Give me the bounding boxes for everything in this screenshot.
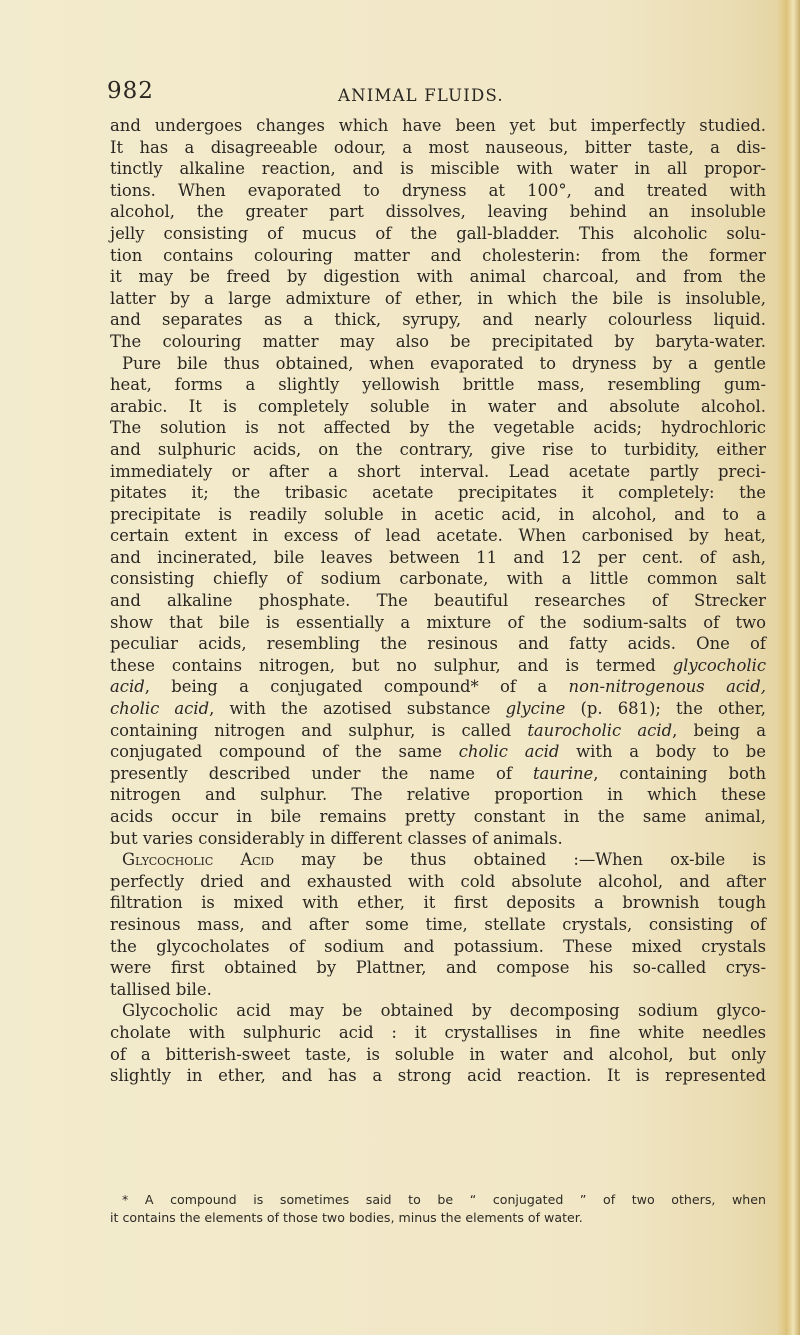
text-line	[110, 676, 766, 698]
text-line: and sulphuric acids, on the contrary, give rise to turbidity, either	[110, 439, 766, 459]
text-line: Glycocholic acid may be obtained by decomposing sodium glyco-	[122, 1001, 766, 1021]
text-line: nitrogen and sulphur. The relative proportion in which these	[110, 785, 766, 805]
page-number: 982	[107, 78, 154, 104]
text-line: tions. When evaporated to dryness at 100°, and treated with	[110, 180, 766, 200]
text-line: cholate with sulphuric acid : it crystallises in fine white needles	[110, 1022, 766, 1042]
text-line: immediately or after a short interval. Lead acetate partly preci-	[110, 461, 766, 481]
text-line: certain extent in excess of lead acetate. When carbonised by heat,	[110, 526, 766, 546]
text-line: peculiar acids, resembling the resinous and fatty acids. One of	[110, 634, 766, 654]
text-line: and incinerated, bile leaves between 11 and 12 per cent. of ash,	[110, 547, 766, 567]
text-line: and alkaline phosphate. The beautiful researches of Strecker	[110, 591, 766, 611]
footnote-line: it contains the elements of those two bodies, minus the elements of water.	[110, 1210, 583, 1225]
text-line: it may be freed by digestion with animal charcoal, and from the	[110, 267, 766, 287]
text-line: jelly consisting of mucus of the gall-bladder. This alcoholic solu-	[110, 223, 766, 243]
term-taurocholic-acid: taurocholic acid	[527, 720, 673, 740]
text-run: presently described under the name of	[110, 763, 512, 783]
text-line: filtration is mixed with ether, it first deposits a brownish tough	[110, 893, 766, 913]
text-line: latter by a large admixture of ether, in which the bile is insoluble,	[110, 288, 766, 308]
text-line	[110, 763, 766, 785]
text-line	[110, 741, 766, 763]
text-line: The solution is not affected by the vegetable acids; hydrochloric	[110, 418, 766, 438]
text-line: resinous mass, and after some time, stellate crystals, consisting of	[110, 914, 766, 934]
text-line	[110, 849, 766, 871]
text-line: consisting chiefly of sodium carbonate, with a little common salt	[110, 569, 766, 589]
text-line: tallised bile.	[110, 979, 212, 999]
text-line: show that bile is essentially a mixture of the sodium-salts of two	[110, 612, 766, 632]
text-line: Pure bile thus obtained, when evaporated to dryness by a gentle	[122, 353, 766, 373]
text-line: arabic. It is completely soluble in water and absolute alcohol.	[110, 396, 766, 416]
text-line	[110, 698, 766, 720]
running-head: ANIMAL FLUIDS.	[338, 86, 504, 105]
term-taurine: taurine	[532, 763, 594, 783]
text-line: precipitate is readily soluble in acetic acid, in alcohol, and to a	[110, 504, 766, 524]
section-heading: Glycocholic Acid	[122, 850, 274, 870]
text-line: perfectly dried and exhausted with cold absolute alcohol, and after	[110, 871, 766, 891]
page-edge	[778, 0, 800, 1335]
text-line: the glycocholates of sodium and potassium. These mixed crystals	[110, 936, 766, 956]
term-non-nitrogenous-acid: non-nitrogenous acid,	[568, 677, 766, 697]
text-line: pitates it; the tribasic acetate precipitates it completely: the	[110, 483, 766, 503]
text-run: containing nitrogen and sulphur, is called	[110, 720, 512, 740]
text-line: It has a disagreeable odour, a most nauseous, bitter taste, a dis-	[110, 137, 766, 157]
text-run: these contains nitrogen, but no sulphur, and is termed	[110, 655, 656, 675]
text-run: may be thus obtained :—When ox-bile is	[273, 850, 766, 870]
text-run: , being a conjugated compound* of a	[144, 677, 548, 697]
text-run: conjugated compound of the same	[110, 742, 442, 762]
text-run: with a body to be	[559, 742, 766, 762]
footnote-line: * A compound is sometimes said to be “ conjugated ” of two others, when	[122, 1192, 766, 1207]
term-cholic-acid: cholic acid	[110, 699, 210, 719]
text-run: , being a	[672, 720, 766, 740]
text-line: The colouring matter may also be precipitated by baryta-water.	[110, 331, 766, 351]
text-line: alcohol, the greater part dissolves, leaving behind an insoluble	[110, 202, 766, 222]
text-line: and separates as a thick, syrupy, and nearly colourless liquid.	[110, 310, 766, 330]
text-line: heat, forms a slightly yellowish brittle mass, resembling gum-	[110, 375, 766, 395]
term-glycine: glycine	[505, 699, 566, 719]
text-run: , with the azotised substance	[209, 699, 491, 719]
text-line: tinctly alkaline reaction, and is miscible with water in all propor-	[110, 159, 766, 179]
text-line	[110, 720, 766, 742]
footnote	[110, 1191, 766, 1227]
text-line: of a bitterish-sweet taste, is soluble in water and alcohol, but only	[110, 1044, 766, 1064]
body-text	[110, 115, 766, 1087]
text-run: , containing both	[593, 763, 767, 783]
term-acid: acid	[110, 677, 145, 697]
term-cholic-acid: cholic acid	[458, 742, 560, 762]
text-line: tion contains colouring matter and cholesterin: from the former	[110, 245, 766, 265]
text-line: and undergoes changes which have been yet but imperfectly studied.	[110, 116, 766, 135]
text-run: (p. 681); the other,	[565, 699, 766, 719]
text-line: acids occur in bile remains pretty constant in the same animal,	[110, 807, 766, 826]
text-line: were first obtained by Plattner, and compose his so-called crys-	[110, 958, 766, 978]
term-glycocholic: glycocholic	[672, 655, 766, 675]
text-line	[110, 655, 766, 677]
text-line: but varies considerably in different classes of animals.	[110, 828, 563, 848]
text-line: slightly in ether, and has a strong acid reaction. It is represented	[110, 1066, 766, 1086]
